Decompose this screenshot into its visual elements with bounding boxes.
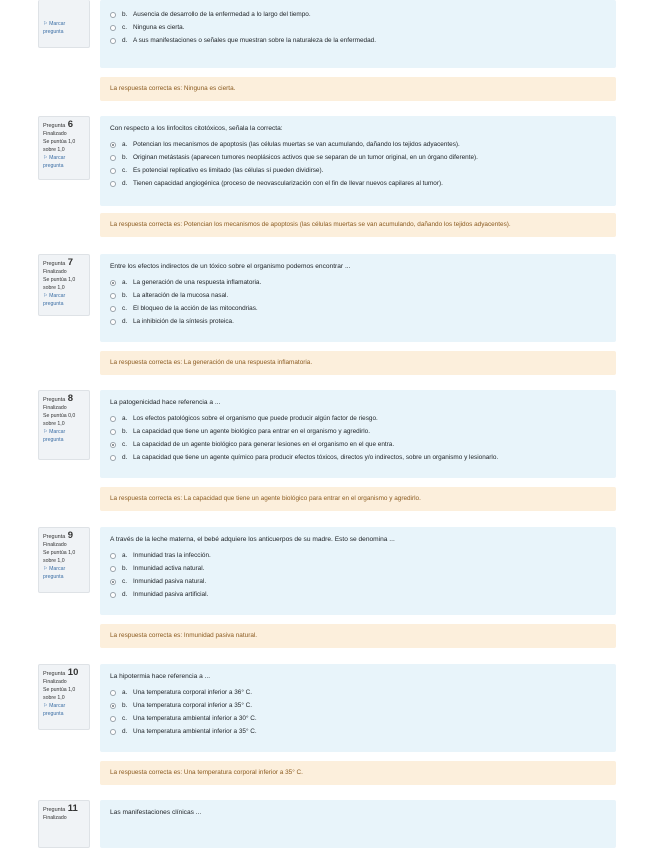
answer-option[interactable] bbox=[110, 588, 606, 601]
answer-option[interactable] bbox=[110, 438, 606, 451]
answer-letter: a. bbox=[122, 552, 128, 559]
question-status: Finalizado bbox=[43, 815, 67, 821]
question-label: Pregunta bbox=[43, 534, 66, 540]
correct-answer-feedback: La respuesta correcta es: Inmunidad pasiva natural. bbox=[100, 624, 616, 648]
question-info-panel bbox=[38, 390, 90, 460]
flag-question-link[interactable] bbox=[43, 565, 85, 581]
question-number: 9 bbox=[67, 530, 74, 541]
answer-option[interactable] bbox=[110, 315, 606, 328]
answer-text: Una temperatura corporal inferior a 35° C. bbox=[133, 702, 253, 709]
question-text: Las manifestaciones clínicas ... bbox=[110, 809, 202, 816]
question-number: 6 bbox=[67, 119, 74, 130]
question-number: 8 bbox=[67, 393, 74, 404]
answer-radio[interactable] bbox=[110, 690, 116, 696]
answer-text: Los efectos patológicos sobre el organismo que puede producir algún factor de riesgo. bbox=[133, 415, 378, 422]
answer-option[interactable] bbox=[110, 177, 606, 190]
answer-option[interactable] bbox=[110, 451, 606, 464]
answer-letter: d. bbox=[122, 37, 128, 44]
answer-letter: a. bbox=[122, 415, 128, 422]
answer-text: El bloqueo de la acción de las mitocondrias. bbox=[133, 305, 258, 312]
question-number: 11 bbox=[67, 803, 78, 814]
question-number-line bbox=[43, 805, 85, 814]
flag-icon: ⚐ bbox=[43, 429, 50, 435]
flag-question-link[interactable] bbox=[43, 428, 85, 444]
answer-radio[interactable] bbox=[110, 455, 116, 461]
answer-text: Potencian los mecanismos de apoptosis (las células muertas se van acumulando, dañando los tejidos adyacentes). bbox=[133, 141, 460, 148]
flag-icon: ⚐ bbox=[43, 703, 50, 709]
flag-question-link[interactable] bbox=[43, 292, 85, 308]
question-label: Pregunta bbox=[43, 261, 66, 267]
answer-letter: b. bbox=[122, 292, 128, 299]
answer-text: Tienen capacidad angiogénica (proceso de neovascularización con el fin de llevar nuevos capilares al tumor). bbox=[133, 180, 443, 187]
flag-question-label: Marcar pregunta bbox=[43, 293, 66, 307]
question-number-line bbox=[43, 532, 85, 541]
answer-text: Originan metástasis (aparecen tumores neoplásicos activos que se separan de un tumor original, en un órgano diferente). bbox=[133, 154, 478, 161]
answer-letter: b. bbox=[122, 565, 128, 572]
correct-answer-feedback: La respuesta correcta es: Ninguna es cierta. bbox=[100, 77, 616, 101]
answer-letter: b. bbox=[122, 428, 128, 435]
correct-answer-feedback: La respuesta correcta es: La generación de una respuesta inflamatoria. bbox=[100, 351, 616, 375]
answer-letter: c. bbox=[122, 441, 127, 448]
answer-option[interactable] bbox=[110, 151, 606, 164]
answer-letter: d. bbox=[122, 591, 128, 598]
answer-letter: c. bbox=[122, 715, 127, 722]
answer-option[interactable] bbox=[110, 138, 606, 151]
answer-radio[interactable] bbox=[110, 293, 116, 299]
correct-answer-feedback: La respuesta correcta es: Una temperatura corporal inferior a 35° C. bbox=[100, 761, 616, 785]
answer-option[interactable] bbox=[110, 289, 606, 302]
answer-radio[interactable] bbox=[110, 416, 116, 422]
question-score: Se puntúa 1,0 sobre 1,0 bbox=[43, 277, 76, 291]
answer-text: Inmunidad pasiva artificial. bbox=[133, 591, 209, 598]
answer-text: Inmunidad activa natural. bbox=[133, 565, 205, 572]
question-status: Finalizado bbox=[43, 131, 67, 137]
correct-answer-feedback: La respuesta correcta es: La capacidad que tiene un agente biológico para entrar en el organismo y agredirlo. bbox=[100, 487, 616, 511]
answer-text: Inmunidad tras la infección. bbox=[133, 552, 211, 559]
answer-letter: a. bbox=[122, 279, 128, 286]
answer-radio-selected[interactable] bbox=[110, 442, 116, 448]
answer-option[interactable] bbox=[110, 21, 606, 34]
question-label: Pregunta bbox=[43, 123, 66, 129]
answer-radio[interactable] bbox=[110, 306, 116, 312]
question-number-line bbox=[43, 395, 85, 404]
answer-option[interactable] bbox=[110, 8, 606, 21]
answer-text: Una temperatura ambiental inferior a 30° C. bbox=[133, 715, 257, 722]
answer-option[interactable] bbox=[110, 549, 606, 562]
question-info-panel bbox=[38, 254, 90, 316]
answer-radio-selected[interactable] bbox=[110, 703, 116, 709]
question-status: Finalizado bbox=[43, 269, 67, 275]
question-content bbox=[100, 800, 616, 848]
question-content bbox=[100, 390, 616, 478]
answer-text: La capacidad de un agente biológico para generar lesiones en el organismo en el que entra. bbox=[133, 441, 395, 448]
answer-radio[interactable] bbox=[110, 429, 116, 435]
answer-option[interactable] bbox=[110, 725, 606, 738]
answer-letter: c. bbox=[122, 24, 127, 31]
flag-question-link[interactable] bbox=[43, 20, 85, 36]
answer-text: La inhibición de la síntesis proteica. bbox=[133, 318, 234, 325]
answer-letter: b. bbox=[122, 154, 128, 161]
answer-radio[interactable] bbox=[110, 25, 116, 31]
answer-radio[interactable] bbox=[110, 553, 116, 559]
question-status: Finalizado bbox=[43, 405, 67, 411]
answer-radio[interactable] bbox=[110, 319, 116, 325]
flag-question-label: Marcar pregunta bbox=[43, 429, 66, 443]
answer-option[interactable] bbox=[110, 425, 606, 438]
answer-text: Una temperatura ambiental inferior a 35° C. bbox=[133, 728, 257, 735]
answer-radio[interactable] bbox=[110, 168, 116, 174]
question-content bbox=[100, 0, 616, 68]
question-score: Se puntúa 1,0 sobre 1,0 bbox=[43, 139, 76, 153]
answer-radio[interactable] bbox=[110, 38, 116, 44]
question-text: A través de la leche materna, el bebé adquiere los anticuerpos de su madre. Esto se denomina ... bbox=[110, 536, 395, 543]
question-content bbox=[100, 664, 616, 752]
question-content bbox=[100, 254, 616, 342]
flag-question-label: Marcar pregunta bbox=[43, 566, 66, 580]
question-text: Entre los efectos indirectos de un tóxico sobre el organismo podemos encontrar ... bbox=[110, 263, 351, 270]
question-status bbox=[43, 4, 85, 12]
answer-text: La alteración de la mucosa nasal. bbox=[133, 292, 229, 299]
question-info-panel bbox=[38, 0, 90, 48]
answer-radio-selected[interactable] bbox=[110, 579, 116, 585]
question-label: Pregunta bbox=[43, 807, 66, 813]
answer-text: Ausencia de desarrollo de la enfermedad a lo largo del tiempo. bbox=[133, 11, 311, 18]
answer-radio[interactable] bbox=[110, 12, 116, 18]
question-text: La hipotermia hace referencia a ... bbox=[110, 673, 211, 680]
answer-text: Es potencial replicativo es limitado (las células sí pueden dividirse). bbox=[133, 167, 324, 174]
answer-radio[interactable] bbox=[110, 592, 116, 598]
answer-radio-selected[interactable] bbox=[110, 280, 116, 286]
answer-radio-selected[interactable] bbox=[110, 142, 116, 148]
answer-option[interactable] bbox=[110, 412, 606, 425]
answer-option[interactable] bbox=[110, 164, 606, 177]
question-label: Pregunta bbox=[43, 397, 66, 403]
question-score: Se puntúa 1,0 sobre 1,0 bbox=[43, 687, 76, 701]
question-score bbox=[43, 12, 85, 20]
question-number-line bbox=[43, 121, 85, 130]
answer-option[interactable] bbox=[110, 699, 606, 712]
answer-option[interactable] bbox=[110, 575, 606, 588]
question-score: Se puntúa 1,0 sobre 1,0 bbox=[43, 550, 76, 564]
flag-question-label: Marcar pregunta bbox=[43, 155, 66, 169]
answer-text: Inmunidad pasiva natural. bbox=[133, 578, 207, 585]
answer-letter: c. bbox=[122, 578, 127, 585]
answer-letter: d. bbox=[122, 454, 128, 461]
answer-radio[interactable] bbox=[110, 566, 116, 572]
question-number-line bbox=[43, 669, 85, 678]
question-info-panel bbox=[38, 800, 90, 848]
answer-text: La generación de una respuesta inflamatoria. bbox=[133, 279, 262, 286]
correct-answer-feedback: La respuesta correcta es: Potencian los mecanismos de apoptosis (las células muertas se van acumulando, dañando los tejidos adyacentes). bbox=[100, 213, 616, 237]
flag-icon: ⚐ bbox=[43, 293, 50, 299]
answer-radio[interactable] bbox=[110, 716, 116, 722]
answer-option[interactable] bbox=[110, 686, 606, 699]
answer-letter: c. bbox=[122, 167, 127, 174]
answer-text: La capacidad que tiene un agente químico para producir efectos tóxicos, directos y/o indirectos, sobre un organismo y lesionarlo. bbox=[133, 454, 499, 461]
question-content bbox=[100, 116, 616, 206]
answer-option[interactable] bbox=[110, 34, 606, 47]
question-number: 7 bbox=[67, 257, 74, 268]
answer-letter: a. bbox=[122, 141, 128, 148]
answer-text: La capacidad que tiene un agente biológico para entrar en el organismo y agredirlo. bbox=[133, 428, 370, 435]
answer-radio[interactable] bbox=[110, 181, 116, 187]
answer-radio[interactable] bbox=[110, 155, 116, 161]
flag-question-label: Marcar pregunta bbox=[43, 703, 66, 717]
answer-text: Ninguna es cierta. bbox=[133, 24, 185, 31]
question-text: Con respecto a los linfocitos citotóxicos, señala la correcta: bbox=[110, 125, 283, 132]
answer-option[interactable] bbox=[110, 276, 606, 289]
answer-letter: d. bbox=[122, 180, 128, 187]
flag-icon: ⚐ bbox=[43, 566, 50, 572]
flag-question-label: Marcar pregunta bbox=[43, 21, 66, 35]
answer-option[interactable] bbox=[110, 302, 606, 315]
answer-letter: c. bbox=[122, 305, 127, 312]
answer-text: A sus manifestaciones o señales que muestran sobre la naturaleza de la enfermedad. bbox=[133, 37, 376, 44]
flag-question-link[interactable] bbox=[43, 702, 85, 718]
question-status: Finalizado bbox=[43, 679, 67, 685]
answer-letter: b. bbox=[122, 11, 128, 18]
question-text: La patogenicidad hace referencia a ... bbox=[110, 399, 221, 406]
question-info-panel bbox=[38, 664, 90, 730]
question-label: Pregunta bbox=[43, 671, 66, 677]
answer-text: Una temperatura corporal inferior a 36° C. bbox=[133, 689, 253, 696]
answer-radio[interactable] bbox=[110, 729, 116, 735]
answer-letter: d. bbox=[122, 318, 128, 325]
question-info-panel bbox=[38, 116, 90, 180]
flag-icon: ⚐ bbox=[43, 155, 50, 161]
question-number: 10 bbox=[67, 667, 79, 678]
flag-icon: ⚐ bbox=[43, 21, 50, 27]
question-status: Finalizado bbox=[43, 542, 67, 548]
answer-letter: b. bbox=[122, 702, 128, 709]
question-number-line bbox=[43, 259, 85, 268]
question-content bbox=[100, 527, 616, 615]
answer-letter: a. bbox=[122, 689, 128, 696]
question-score: Se puntúa 0,0 sobre 1,0 bbox=[43, 413, 76, 427]
question-info-panel bbox=[38, 527, 90, 593]
answer-option[interactable] bbox=[110, 712, 606, 725]
answer-letter: d. bbox=[122, 728, 128, 735]
flag-question-link[interactable] bbox=[43, 154, 85, 170]
answer-option[interactable] bbox=[110, 562, 606, 575]
